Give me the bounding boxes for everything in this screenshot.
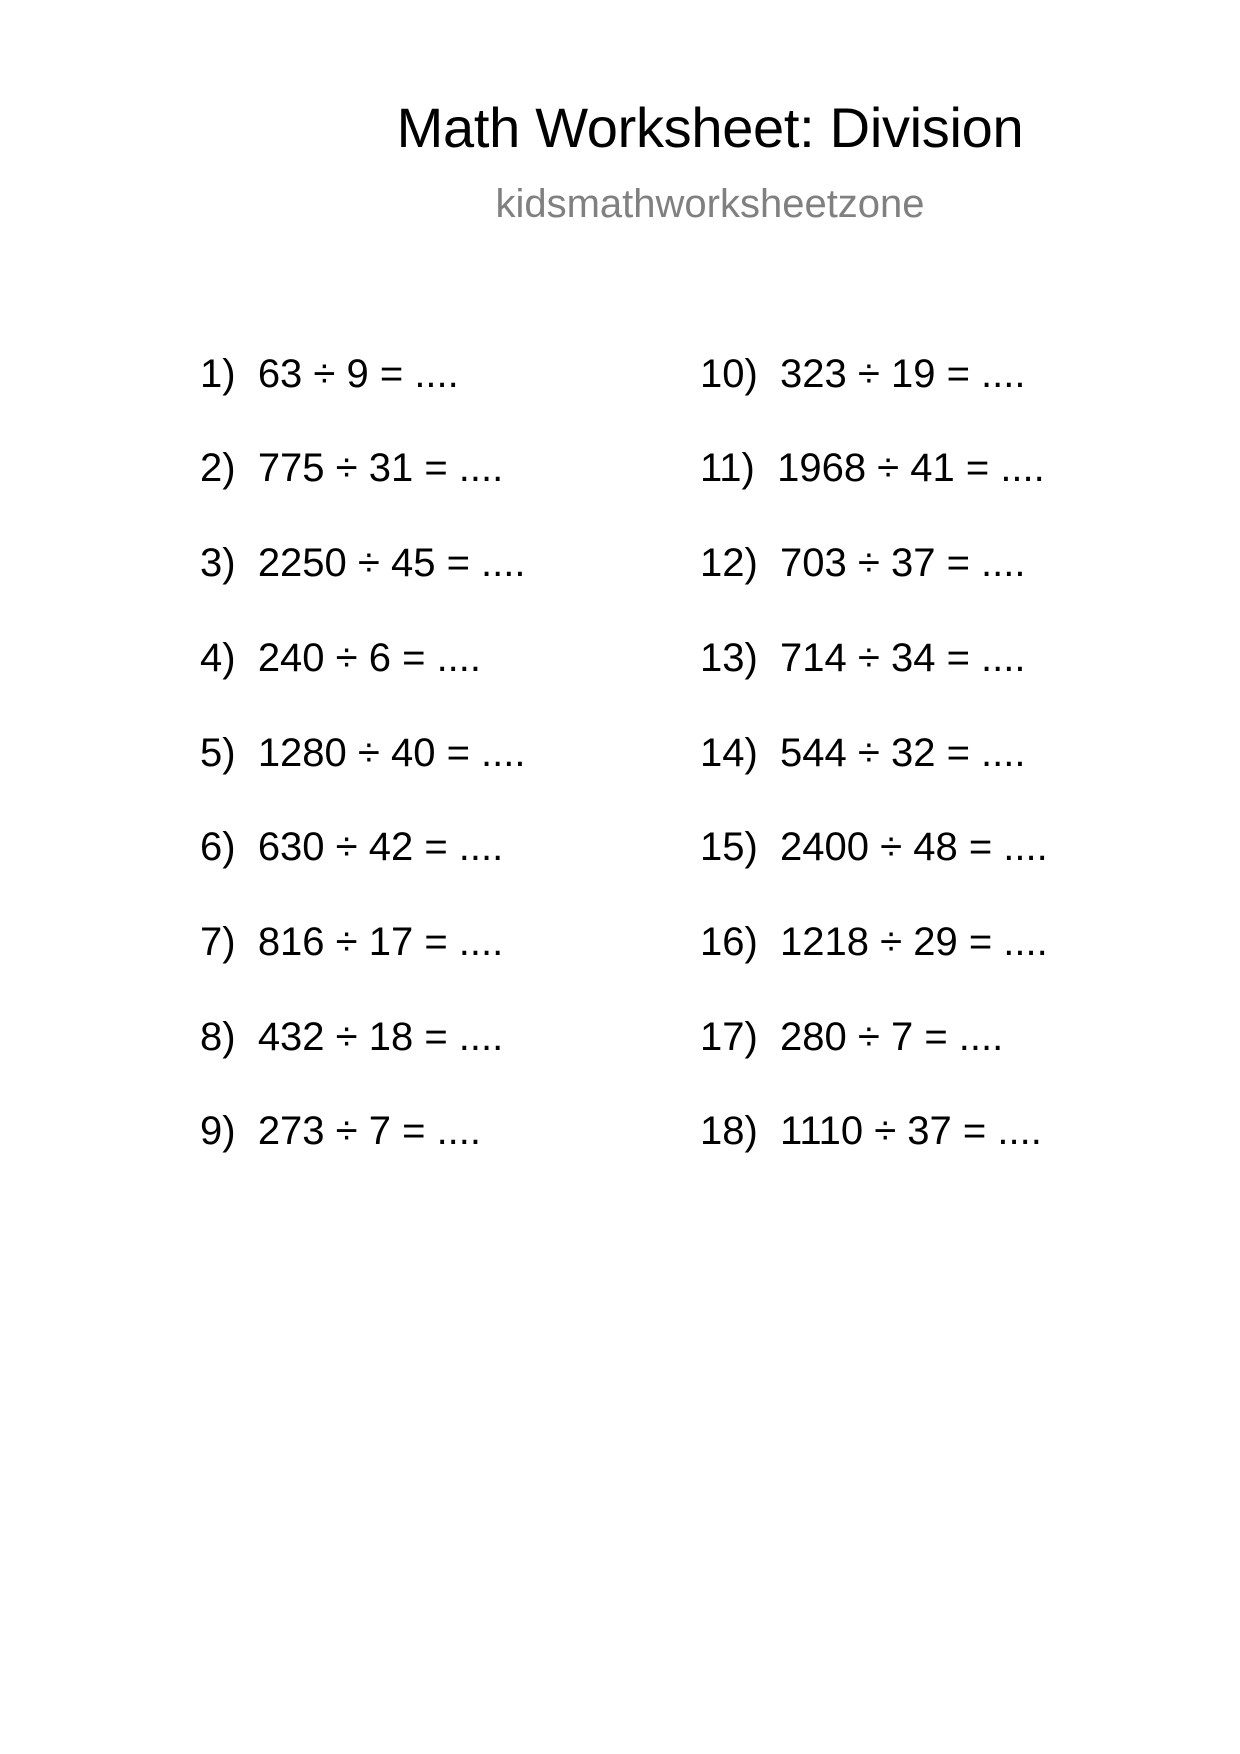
- problem-item: [700, 823, 1048, 871]
- problem-number: 3): [200, 541, 236, 585]
- problem-number: 9): [200, 1109, 236, 1153]
- problem-number: 1): [200, 352, 236, 396]
- problem-expression: 2250 ÷ 45 = ....: [257, 541, 526, 585]
- problem-item: [700, 1013, 1003, 1061]
- problem-item: [200, 1107, 481, 1155]
- problem-expression: 63 ÷ 9 = ....: [257, 352, 459, 396]
- problem-expression: 630 ÷ 42 = ....: [257, 825, 504, 869]
- problem-number: 16): [700, 920, 758, 964]
- problem-item: [200, 444, 503, 492]
- problem-number: 18): [700, 1109, 758, 1153]
- worksheet-subtitle: kidsmathworksheetzone: [495, 182, 925, 226]
- problem-number: 7): [200, 920, 236, 964]
- problem-item: [200, 729, 526, 777]
- problem-expression: 273 ÷ 7 = ....: [257, 1109, 482, 1153]
- problem-number: 6): [200, 825, 236, 869]
- problem-number: 11): [700, 446, 755, 490]
- problem-number: 5): [200, 731, 236, 775]
- problem-item: [200, 1013, 503, 1061]
- problem-number: 8): [200, 1015, 236, 1059]
- problem-expression: 816 ÷ 17 = ....: [257, 920, 504, 964]
- problem-expression: 775 ÷ 31 = ....: [257, 446, 504, 490]
- problem-item: [200, 823, 503, 871]
- problem-expression: 1218 ÷ 29 = ....: [780, 920, 1048, 964]
- worksheet-title: Math Worksheet: Division: [396, 96, 1024, 159]
- problem-expression: 240 ÷ 6 = ....: [257, 636, 482, 680]
- problem-expression: 2400 ÷ 48 = ....: [780, 825, 1048, 869]
- problem-number: 17): [700, 1015, 758, 1059]
- problem-item: [200, 539, 526, 587]
- problem-item: [700, 918, 1048, 966]
- problem-expression: 280 ÷ 7 = ....: [780, 1015, 1004, 1059]
- problem-item: [700, 444, 1045, 492]
- problem-expression: 703 ÷ 37 = ....: [780, 541, 1026, 585]
- problem-item: [200, 634, 481, 682]
- problem-expression: 1968 ÷ 41 = ....: [777, 446, 1045, 490]
- problem-item: [700, 729, 1026, 777]
- problem-item: [700, 634, 1026, 682]
- problem-expression: 323 ÷ 19 = ....: [780, 352, 1026, 396]
- problem-item: [700, 350, 1026, 398]
- problem-expression: 432 ÷ 18 = ....: [257, 1015, 504, 1059]
- problem-number: 12): [700, 541, 758, 585]
- problem-item: [200, 918, 503, 966]
- problem-number: 4): [200, 636, 236, 680]
- problem-item: [700, 1107, 1042, 1155]
- problem-number: 13): [700, 636, 758, 680]
- problem-number: 15): [700, 825, 758, 869]
- problem-expression: 1110 ÷ 37 = ....: [780, 1109, 1042, 1153]
- problem-item: [200, 350, 459, 398]
- problem-item: [700, 539, 1026, 587]
- problem-number: 10): [700, 352, 758, 396]
- problem-expression: 714 ÷ 34 = ....: [780, 636, 1026, 680]
- problem-expression: 1280 ÷ 40 = ....: [257, 731, 526, 775]
- problem-number: 2): [200, 446, 236, 490]
- problem-expression: 544 ÷ 32 = ....: [780, 731, 1026, 775]
- problem-number: 14): [700, 731, 758, 775]
